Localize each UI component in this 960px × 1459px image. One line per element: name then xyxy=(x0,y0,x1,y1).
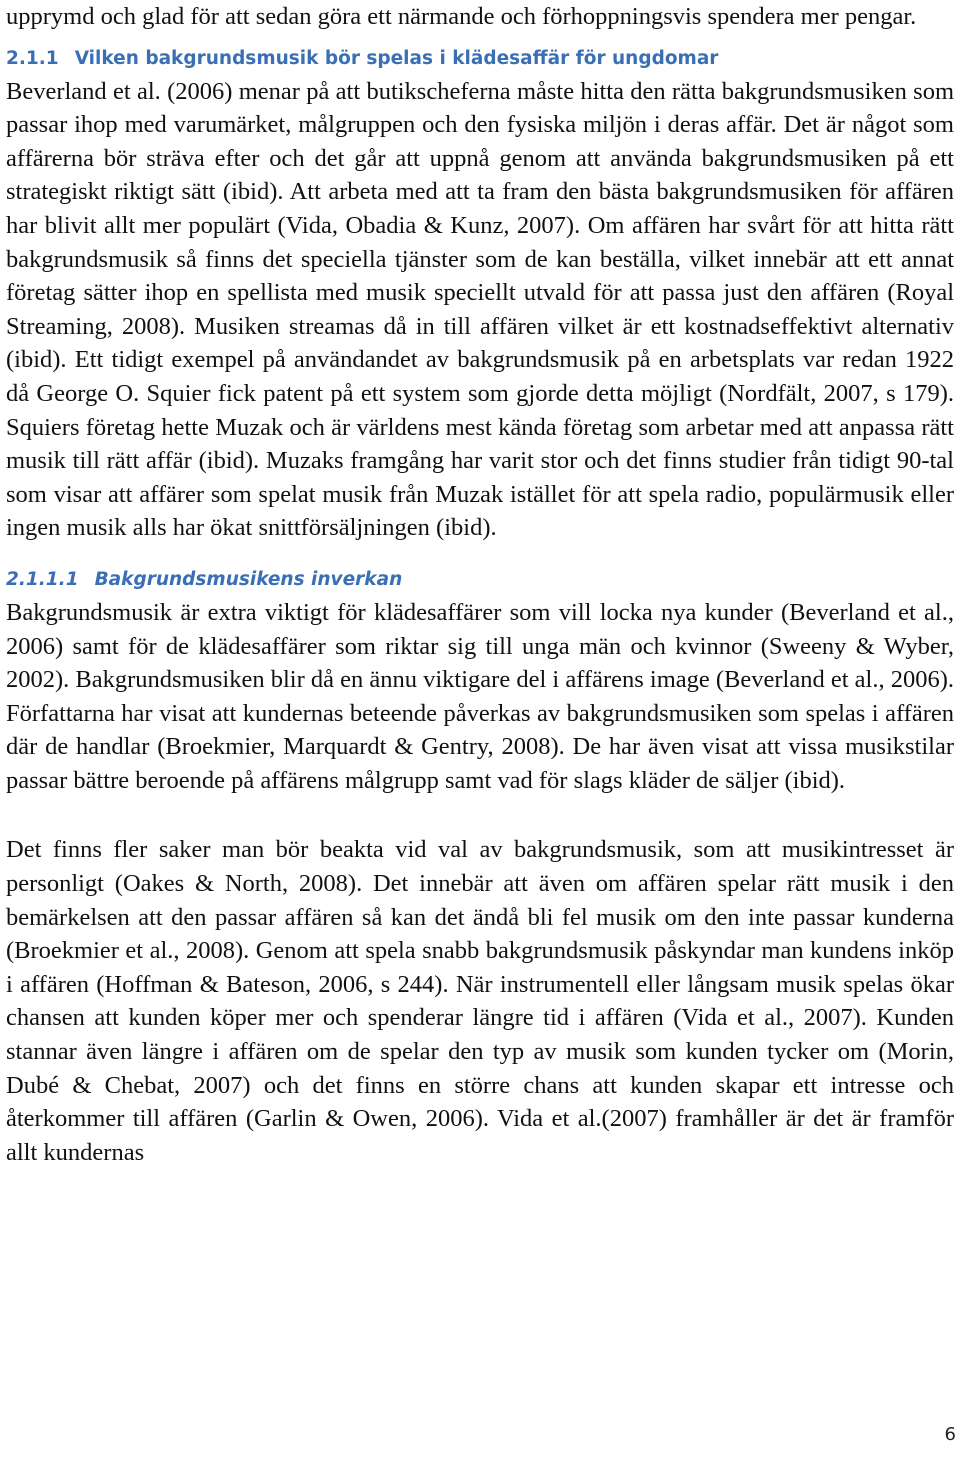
section-title: Vilken bakgrundsmusik bör spelas i klädesaffär för ungdomar xyxy=(74,47,719,69)
section-1-paragraph: Beverland et al. (2006) menar på att butikscheferna måste hitta den rätta bakgrundsmusiken som passar ihop med varumärket, målgruppen och den fysiska miljön i deras affär. Det är något som affärerna bör sträva efter och det går att uppnå genom att använda bakgrundsmusiken på ett strategiskt riktigt sätt (ibid). Att arbeta med att ta fram den bästa bakgrundsmusiken för affären har blivit allt mer populärt (Vida, Obadia & Kunz, 2007). Om affären har svårt för att hitta rätt bakgrundsmusik så finns det speciella tjänster som de kan beställa, vilket innebär att ett annat företag sätter ihop en spellista med musik speciellt utvald för att passa just den affären (Royal Streaming, 2008). Musiken streamas då in till affären vilket är ett kostnadseffektivt alternativ (ibid). Ett tidigt exempel på användandet av bakgrundsmusik på en arbetsplats var redan 1922 då George O. Squier fick patent på ett system som gjorde detta möjligt (Nordfält, 2007, s 179). Squiers företag hette Muzak och är världens mest kända företag som arbetar med att anpassa rätt musik till rätt affär (ibid). Muzaks framgång har varit stor och det finns studier från tidigt 90-tal som visar att affärer som spelat musik från Muzak istället för att spela radio, populärmusik eller ingen musik alls har ökat snittförsäljningen (ibid). xyxy=(6,77,954,542)
subsection-title: Bakgrundsmusikens inverkan xyxy=(94,568,403,590)
spacer xyxy=(6,545,954,555)
page-number: 6 xyxy=(944,1424,956,1445)
section-heading-2-1-1-1 xyxy=(6,563,954,596)
section-2-paragraph-1: Bakgrundsmusik är extra viktigt för klädesaffärer som vill locka nya kunder (Beverland et al., 2006) samt för de klädesaffärer som riktar sig till unga män och kvinnor (Sweeny & Wyber, 2002). Bakgrundsmusiken blir då en ännu viktigare del i affärens image (Beverland et al., 2006). Författarna har visat att kundernas beteende påverkas av bakgrundsmusiken som spelas i affären där de handlar (Broekmier, Marquardt & Gentry, 2008). De har även visat att vissa musikstilar passar bättre beroende på affärens målgrupp samt vad för slags kläder de säljer (ibid). xyxy=(6,598,954,794)
document-page xyxy=(6,0,954,1169)
section-2-paragraph-2: Det finns fler saker man bör beakta vid val av bakgrundsmusik, som att musikintresset är personligt (Oakes & North, 2008). Det innebär att även om affären spelar rätt musik i den bemärkelsen att den passar affären så kan det ändå bli fel musik om den inte passar kunderna (Broekmier et al., 2008). Genom att spela snabb bakgrundsmusik påskyndar man kundens inköp i affären (Hoffman & Bateson, 2006, s 244). När instrumentell eller långsam musik spelas ökar chansen att kunden köper mer och spenderar längre tid i affären (Vida et al., 2007). Kunden stannar även längre i affären om de spelar den typ av musik som kunden tycker om (Morin, Dubé & Chebat, 2007) och det finns en större chans att kunden skapar ett intresse och återkommer till affären (Garlin & Owen, 2006). Vida et al.(2007) framhåller är det är framför allt kundernas xyxy=(6,836,954,1166)
paragraph-gap xyxy=(6,797,954,833)
subsection-number: 2.1.1.1 xyxy=(6,568,79,590)
section-number: 2.1.1 xyxy=(6,47,59,69)
intro-paragraph: upprymd och glad för att sedan göra ett närmande och förhoppningsvis spendera mer pengar. xyxy=(6,3,917,30)
section-heading-2-1-1 xyxy=(6,42,954,75)
